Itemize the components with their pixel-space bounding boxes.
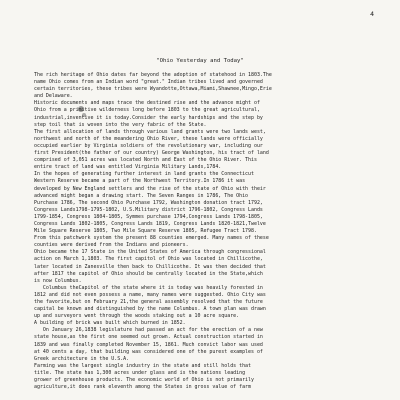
- text-line: state house,as the first one seemed out grown. Actual construction started in: [34, 334, 263, 341]
- text-line: Purchase 1786, The second Ohio Purchase 1792, Washington donation tract 1792,: [34, 199, 263, 206]
- text-line: the favorite,but on February 21,the general assembly resolved that the future: [34, 299, 263, 305]
- text-line: 1839 and was finally completed November 15, 1861. Much convict labor was used: [34, 341, 263, 348]
- text-line: 1812 and did not even possess a name, many names were suggested. Ohio City was: [34, 291, 266, 298]
- text-line: is now Columbus.: [34, 277, 82, 284]
- text-line: and Delaware.: [34, 93, 73, 100]
- text-line: Ohio became the 17 State in the United States of America through congressional: [34, 249, 266, 256]
- text-line: agriculture,it does rank eleventh among the States in gross value of farm: [34, 384, 252, 391]
- text-line: occupied earlier by Virginia soldiers of the revolutionary war, including our: [34, 142, 263, 149]
- text-line: up and surveyors went through the woods staking out a 10 acre square.: [34, 313, 240, 320]
- text-line: The rich heritage of Ohio dates far beyond the adoption of statehood in 1803.The: [34, 72, 272, 78]
- text-line: Congress Lands1798-1795-1802, U.S.Military district 1796-1802, Congress Lands: [34, 206, 263, 213]
- text-line: title. The state has 1,300 acres under glass and is the nations leading: [34, 369, 246, 376]
- text-line: industrial,inventive it is today.Consider the early hardships and the step by: [34, 114, 263, 121]
- text-line: From this patchwork system the present 88 counties emerged. Many names of these: [34, 235, 269, 242]
- text-line: comprised of 3,051 acres was located North and East of the Ohio River. This: [34, 157, 257, 164]
- text-line: Columbus theCapitol of the state where it is today was heavily forested in: [34, 284, 263, 291]
- text-line: step toil that is woven into the very fabric of the State.: [34, 121, 207, 128]
- text-line: certain territories, these tribes were Wyandotte,Ottawa,Miami,Shawnee,Mingo,Erie: [34, 86, 272, 93]
- text-line: 1799-1854, Congress 1804-1805, Symmes purchase 1794,Congress Lands 1798-1805,: [34, 213, 263, 220]
- text-line: northwest and north of the meandering Ohio River, these lands were officially: [34, 135, 263, 142]
- text-line: Western Reserve became a part of the Northwest Territory.In 1786 it was: [34, 178, 246, 185]
- text-line: name Ohio comes from an Indian word "great." Indian tribes lived and governed: [34, 79, 263, 86]
- text-line: In the hopes of generating further interest in land grants the Connecticut: [34, 171, 254, 178]
- document-body: [34, 72, 400, 391]
- text-line: capital be known and distinguished by the name Columbus. A town plan was drawn: [34, 306, 266, 313]
- text-line: counties were derived from the Indians and pioneers.: [34, 242, 189, 249]
- text-line: Ohio from a primitive wilderness long before 1803 to the great agricultural,: [34, 107, 260, 114]
- document-title: "Ohio Yesterday and Today": [156, 58, 244, 64]
- text-line: A building of brick was built which burned in 1852.: [34, 320, 186, 327]
- text-line: action on March 1,1803. The first capitol of Ohio was located in Chillicothe,: [34, 256, 263, 263]
- text-line: Farming was the largest single industry in the state and still holds that: [34, 362, 252, 369]
- text-line: developed by New England settlers and the rise of the state of Ohio with their: [34, 185, 266, 192]
- text-line: entire tract of land was entitled Virginia Military Lands,1784.: [34, 164, 222, 171]
- text-line: at 40 cents a day, that building was considered one of the purest examples of: [34, 348, 263, 355]
- text-line: after 1817 the capitol of Ohio should be centrally located in the State,which: [34, 270, 263, 277]
- text-line: advanced might began a drawing start. The Seven Ranges in 1786, The Ohio: [34, 192, 249, 199]
- text-line: The first allocation of lands through various land grants were two lands west,: [34, 128, 266, 135]
- text-line: first President(the father of our country) George Washington, his tract of land: [34, 150, 269, 157]
- text-line: Mile Square Reserve 1805, Two Mile Square Reserve 1805, Refugee Tract 1798.: [34, 228, 257, 235]
- page-number: 4: [370, 10, 374, 18]
- text-line: Greek architecture in the U.S.A.: [34, 355, 130, 362]
- text-line: Historic documents and maps trace the destined rise and the advance might of: [34, 100, 260, 107]
- text-line: later located in Zanesville then back to Chillicothe. It was then decided that: [34, 263, 266, 270]
- text-line: grower of greenhouse products. The economic world of Ohio is not primarily: [34, 377, 254, 384]
- text-line: On January 26,1838 legislature had passed an act for the erection of a new: [34, 327, 263, 334]
- text-line: Congress Lands 1802-1805, Congress Lands 1819, Congress Lands 1820-1821,Twelve: [34, 220, 266, 227]
